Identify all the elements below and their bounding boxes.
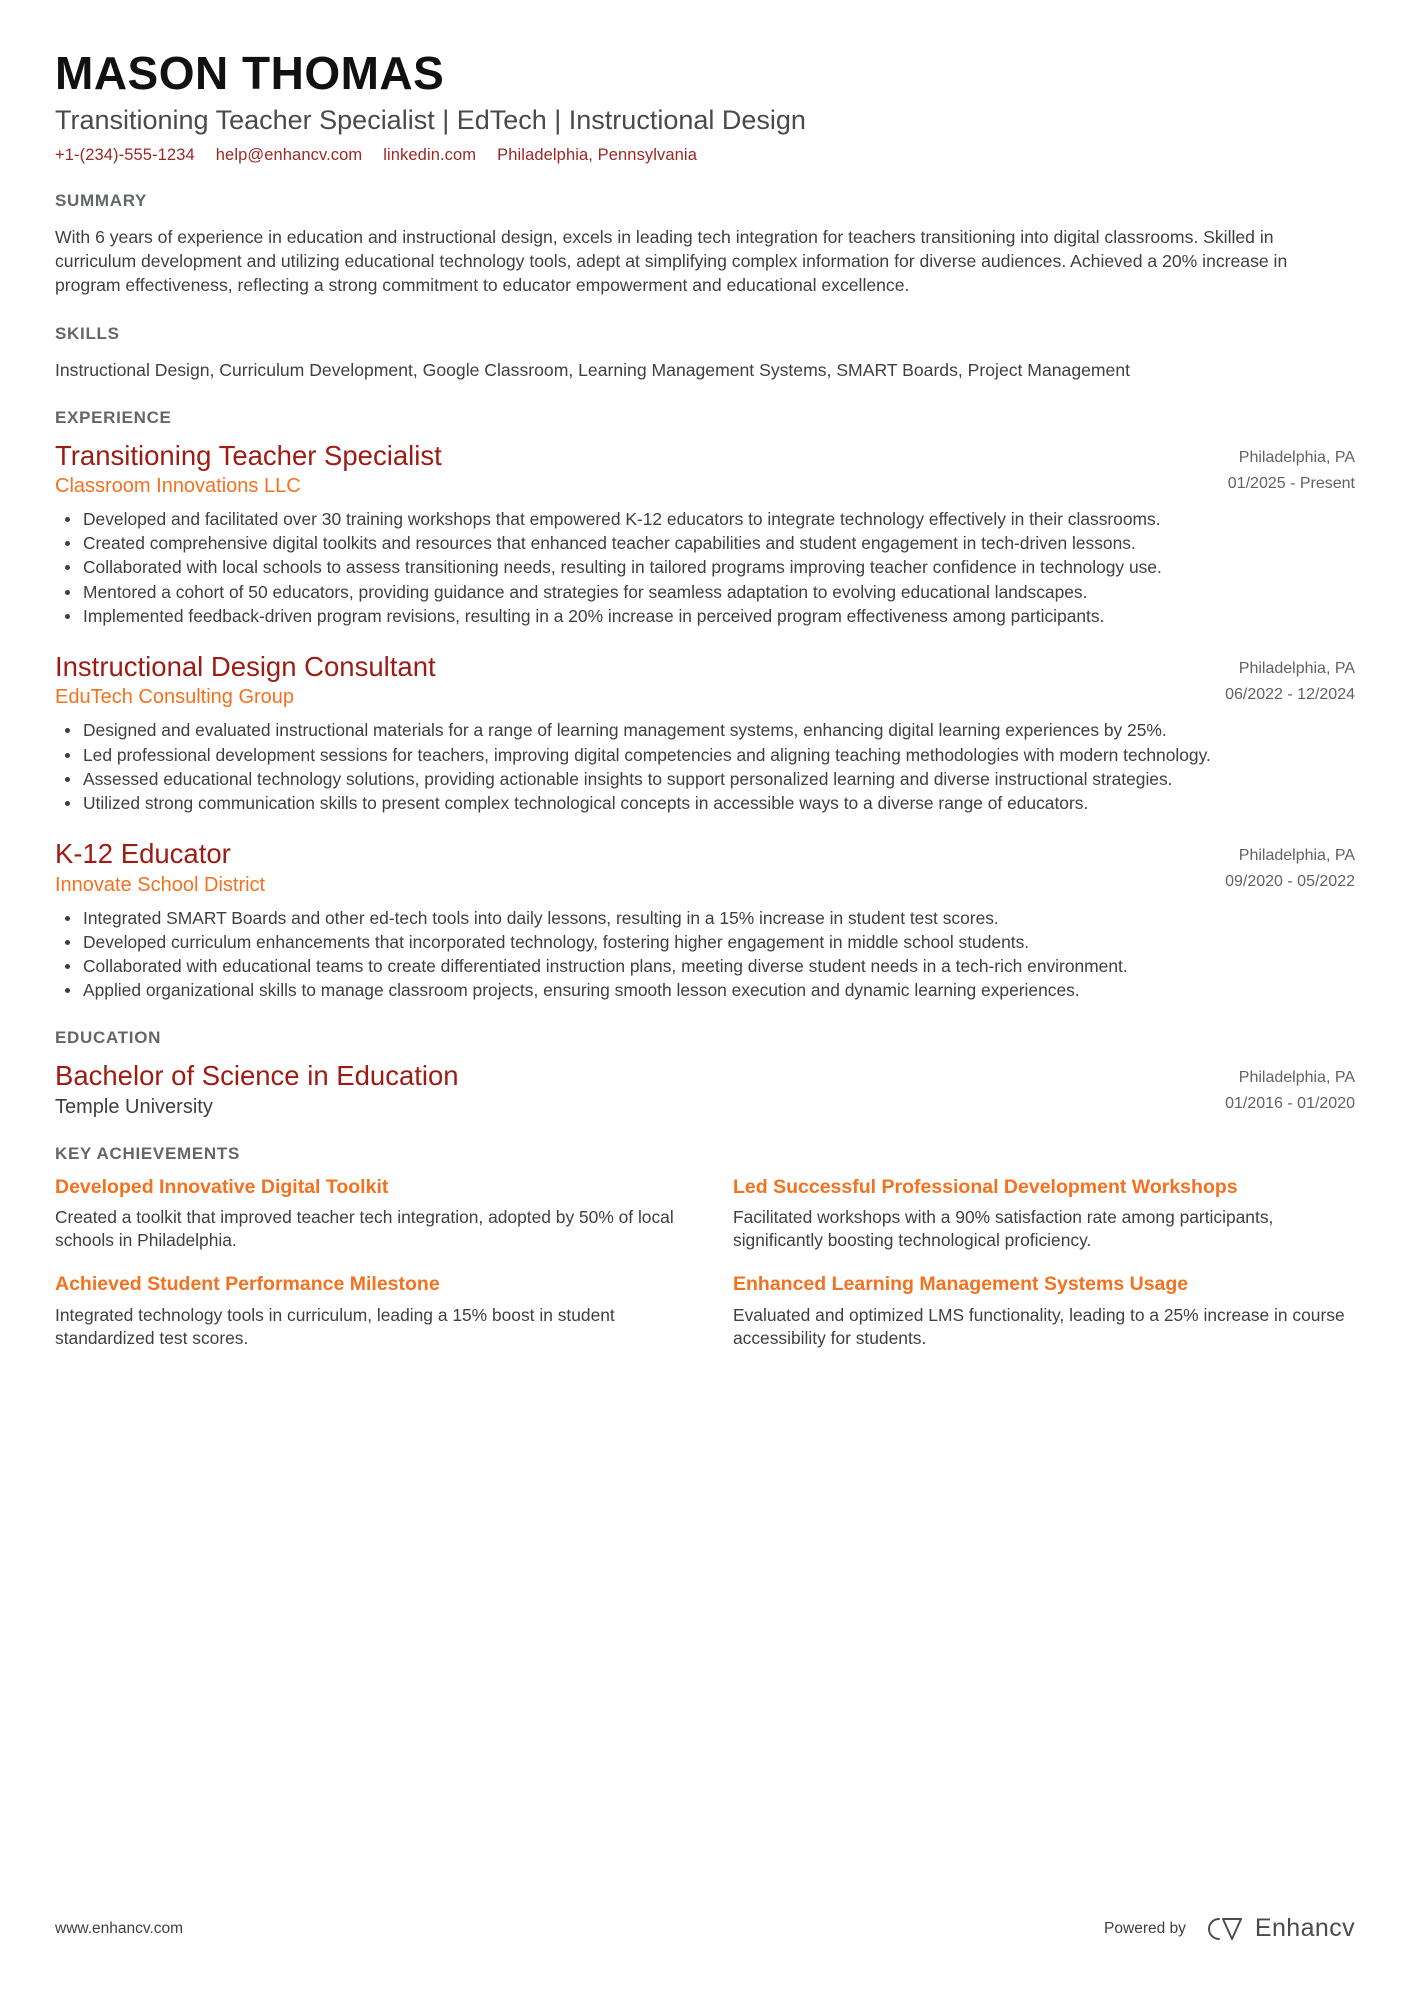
- contact-phone[interactable]: +1-(234)-555-1234: [55, 146, 195, 165]
- contact-row: [55, 146, 1355, 165]
- job-bullets: [57, 719, 1355, 815]
- resume-header: [55, 48, 1355, 165]
- list-item: Developed and facilitated over 30 training workshops that empowered K-12 educators to integrate technology effectively in their classrooms.: [57, 508, 1355, 531]
- list-item: Collaborated with local schools to assess transitioning needs, resulting in tailored programs improving teacher confidence in technology use.: [57, 556, 1355, 579]
- list-item: Led professional development sessions for teachers, improving digital competencies and aligning teaching methodologies with modern technology.: [57, 744, 1355, 767]
- summary-section: [55, 191, 1355, 297]
- list-item: Developed curriculum enhancements that incorporated technology, fostering higher engagement in middle school students.: [57, 931, 1355, 954]
- experience-entry-header: [55, 837, 1355, 898]
- skills-heading: SKILLS: [55, 323, 120, 343]
- key-achievements-section: [55, 1144, 1355, 1350]
- job-location: Philadelphia, PA: [1238, 659, 1355, 677]
- skills-section: [55, 324, 1355, 382]
- experience-entry: [55, 650, 1355, 815]
- achievement-card: [733, 1272, 1355, 1350]
- powered-by-block: [1104, 1914, 1355, 1943]
- achievement-title: Led Successful Professional Development Workshops: [733, 1175, 1238, 1198]
- job-location: Philadelphia, PA: [1238, 448, 1355, 466]
- job-bullets: [57, 907, 1355, 1003]
- achievement-title: Developed Innovative Digital Toolkit: [55, 1175, 389, 1198]
- job-dates: 09/2020 - 05/2022: [1225, 872, 1355, 890]
- footer-website-url[interactable]: www.enhancv.com: [55, 1919, 184, 1937]
- skills-text: Instructional Design, Curriculum Development, Google Classroom, Learning Management Systems, SMART Boards, Project Management: [55, 359, 1131, 380]
- powered-by-label: Powered by: [1104, 1919, 1186, 1937]
- school-name: Temple University: [55, 1095, 213, 1118]
- key-achievements-heading: KEY ACHIEVEMENTS: [55, 1143, 241, 1163]
- degree-title: Bachelor of Science in Education: [55, 1060, 459, 1092]
- education-location: Philadelphia, PA: [1238, 1069, 1355, 1087]
- list-item: Applied organizational skills to manage classroom projects, ensuring smooth lesson execution and dynamic learning experiences.: [57, 979, 1355, 1002]
- job-title: Instructional Design Consultant: [55, 650, 436, 682]
- list-item: Assessed educational technology solutions, providing actionable insights to support personalized learning and diverse instructional strategies.: [57, 768, 1355, 791]
- enhancv-mark-icon: [1202, 1916, 1246, 1942]
- contact-location: Philadelphia, Pennsylvania: [497, 146, 697, 165]
- contact-linkedin[interactable]: linkedin.com: [383, 146, 477, 165]
- achievement-card: [55, 1272, 677, 1350]
- list-item: Utilized strong communication skills to present complex technological concepts in accessible ways to a diverse range of educators.: [57, 792, 1355, 815]
- summary-heading: SUMMARY: [55, 191, 148, 211]
- achievement-description: Integrated technology tools in curriculum, leading a 15% boost in student standardized test scores.: [55, 1304, 615, 1348]
- list-item: Mentored a cohort of 50 educators, providing guidance and strategies for seamless adaptation to evolving educational landscapes.: [57, 581, 1355, 604]
- experience-entry: [55, 439, 1355, 628]
- education-dates: 01/2016 - 01/2020: [1225, 1095, 1355, 1113]
- professional-headline: Transitioning Teacher Specialist | EdTech | Instructional Design: [55, 104, 806, 135]
- page-footer: [55, 1914, 1355, 1943]
- achievement-title: Enhanced Learning Management Systems Usage: [733, 1273, 1189, 1296]
- experience-entry-header: [55, 439, 1355, 500]
- education-heading: EDUCATION: [55, 1028, 162, 1048]
- company-name: Innovate School District: [55, 873, 266, 896]
- enhancv-wordmark: Enhancv: [1254, 1914, 1355, 1942]
- job-title: K-12 Educator: [55, 838, 231, 869]
- job-title: Transitioning Teacher Specialist: [55, 439, 442, 471]
- summary-text: With 6 years of experience in education and instructional design, excels in leading tech integration for teachers transitioning into digital classrooms. Skilled in curriculum development and utilizing educational technology tools, adept at simplifying complex information for diverse audiences. Achieved a 20% increase in program effectiveness, reflecting a strong commitment to educator empowerment and educational excellence.: [55, 227, 1288, 296]
- experience-heading: EXPERIENCE: [55, 407, 172, 427]
- achievement-description: Created a toolkit that improved teacher tech integration, adopted by 50% of local schools in Philadelphia.: [55, 1207, 674, 1251]
- list-item: Collaborated with educational teams to create differentiated instruction plans, meeting diverse student needs in a tech-rich environment.: [57, 955, 1355, 978]
- enhancv-logo: [1202, 1914, 1355, 1943]
- company-name: Classroom Innovations LLC: [55, 475, 301, 498]
- education-entry: [55, 1059, 1355, 1120]
- job-dates: 06/2022 - 12/2024: [1225, 685, 1355, 703]
- education-entry-header: [55, 1059, 1355, 1120]
- education-section: [55, 1028, 1355, 1120]
- job-dates: 01/2025 - Present: [1227, 474, 1355, 492]
- list-item: Created comprehensive digital toolkits and resources that enhanced teacher capabilities and student engagement in tech-driven lessons.: [57, 532, 1355, 555]
- contact-email[interactable]: help@enhancv.com: [215, 146, 363, 165]
- key-achievements-grid: [55, 1175, 1355, 1350]
- list-item: Integrated SMART Boards and other ed-tech tools into daily lessons, resulting in a 15% increase in student test scores.: [57, 907, 1355, 930]
- list-item: Designed and evaluated instructional materials for a range of learning management systems, enhancing digital learning experiences by 25%.: [57, 719, 1355, 742]
- company-name: EduTech Consulting Group: [55, 686, 295, 709]
- achievement-description: Evaluated and optimized LMS functionality, leading to a 25% increase in course accessibility for students.: [733, 1304, 1345, 1348]
- achievement-card: [733, 1175, 1355, 1253]
- job-location: Philadelphia, PA: [1238, 847, 1355, 864]
- page-title: MASON THOMAS: [55, 47, 445, 99]
- achievement-description: Facilitated workshops with a 90% satisfaction rate among participants, significantly boosting technological proficiency.: [733, 1207, 1274, 1251]
- list-item: Implemented feedback-driven program revisions, resulting in a 20% increase in perceived program effectiveness among participants.: [57, 605, 1355, 628]
- achievement-title: Achieved Student Performance Milestone: [55, 1273, 440, 1296]
- experience-entry-header: [55, 650, 1355, 711]
- job-bullets: [57, 508, 1355, 628]
- achievement-card: [55, 1175, 677, 1253]
- experience-section: [55, 408, 1355, 1002]
- experience-entry: [55, 837, 1355, 1002]
